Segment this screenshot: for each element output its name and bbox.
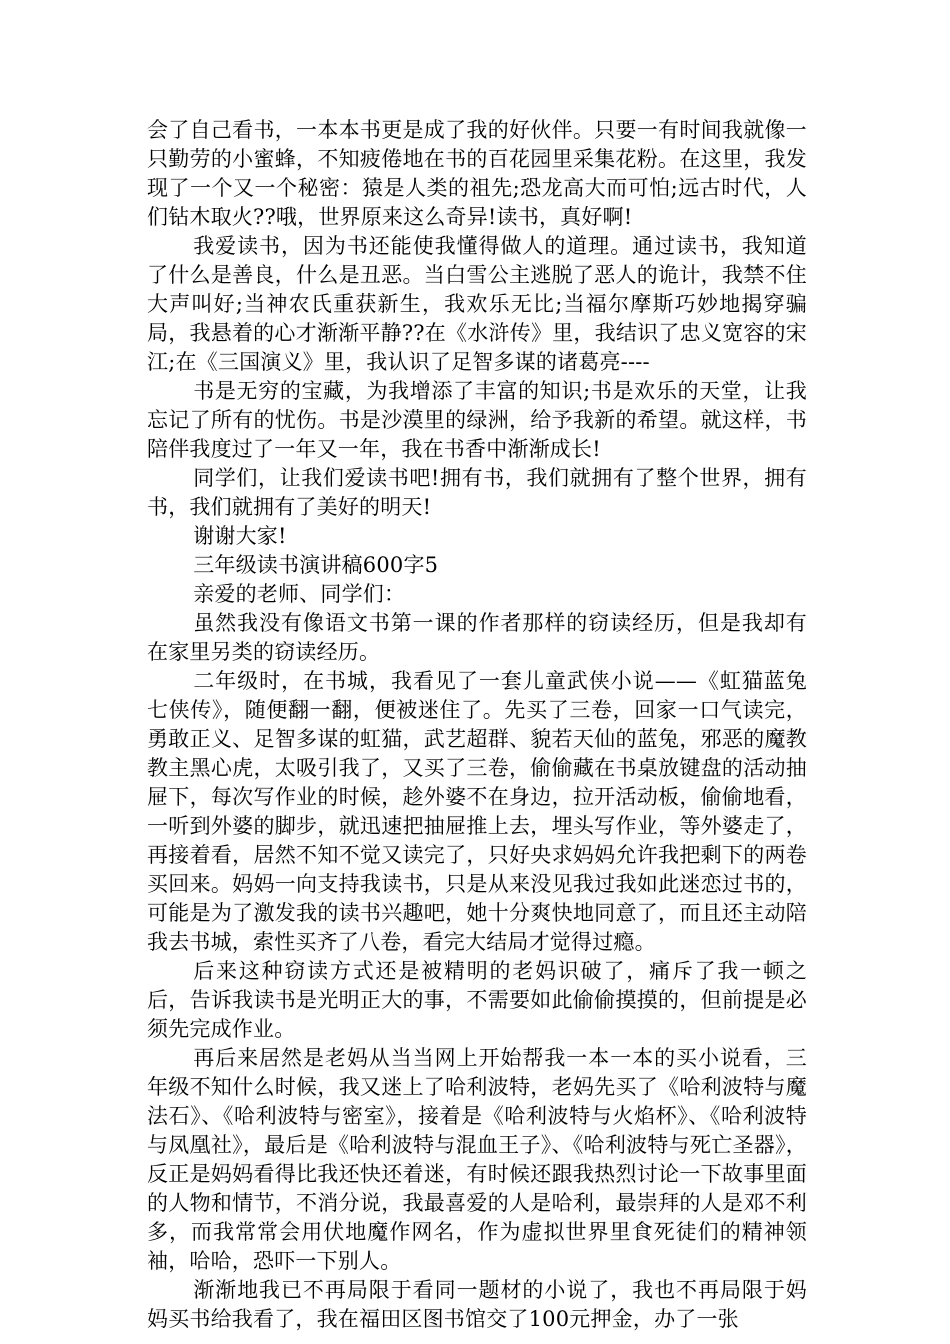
paragraph: 渐渐地我已不再局限于看同一题材的小说了，我也不再局限于妈妈买书给我看了，我在福田区图书馆交了100元押金，办了一张 bbox=[147, 1278, 807, 1331]
salutation: 亲爱的老师、同学们： bbox=[193, 582, 406, 606]
section-heading: 三年级读书演讲稿600字5 bbox=[193, 553, 439, 577]
paragraph: 会了自己看书，一本本书更是成了我的好伙伴。只要一有时间我就像一只勤劳的小蜜蜂，不知疲倦地在书的百花园里采集花粉。在这里，我发现了一个又一个秘密：猿是人类的祖先;恐龙高大而可怕;远古时代，人们钻木取火??哦，世界原来这么奇异!读书，真好啊! bbox=[147, 118, 807, 229]
paragraph: 我爱读书，因为书还能使我懂得做人的道理。通过读书，我知道了什么是善良，什么是丑恶。当白雪公主逃脱了恶人的诡计，我禁不住大声叫好;当神农氏重获新生，我欢乐无比;当福尔摩斯巧妙地揭穿骗局，我悬着的心才渐渐平静??在《水浒传》里，我结识了忠义宽容的宋江;在《三国演义》里，我认识了足智多谋的诸葛亮---- bbox=[147, 234, 807, 374]
paragraph: 书是无穷的宝藏，为我增添了丰富的知识;书是欢乐的天堂，让我忘记了所有的忧伤。书是沙漠里的绿洲，给予我新的希望。就这样，书陪伴我度过了一年又一年，我在书香中渐渐成长! bbox=[147, 379, 807, 461]
paragraph: 同学们，让我们爱读书吧!拥有书，我们就拥有了整个世界，拥有书，我们就拥有了美好的明天! bbox=[147, 466, 807, 519]
closing-line: 谢谢大家! bbox=[193, 524, 287, 548]
paragraph: 虽然我没有像语文书第一课的作者那样的窃读经历，但是我却有在家里另类的窃读经历。 bbox=[147, 611, 807, 664]
paragraph: 二年级时，在书城，我看见了一套儿童武侠小说——《虹猫蓝兔七侠传》，随便翻一翻，便被迷住了。先买了三卷，回家一口气读完，勇敢正义、足智多谋的虹猫，武艺超群、貌若天仙的蓝兔，邪恶的魔教教主黑心虎，太吸引我了，又买了三卷，偷偷藏在书桌放键盘的活动抽屉下，每次写作业的时候，趁外婆不在身边，拉开活动板，偷偷地看，一听到外婆的脚步，就迅速把抽屉推上去，埋头写作业，等外婆走了，再接着看，居然不知不觉又读完了，只好央求妈妈允许我把剩下的两卷买回来。妈妈一向支持我读书，只是从来没见我过我如此迷恋过书的，可能是为了激发我的读书兴趣吧，她十分爽快地同意了，而且还主动陪我去书城，索性买齐了八卷，看完大结局才觉得过瘾。 bbox=[147, 669, 807, 954]
paragraph: 再后来居然是老妈从当当网上开始帮我一本一本的买小说看，三年级不知什么时候，我又迷上了哈利波特，老妈先买了《哈利波特与魔法石》、《哈利波特与密室》，接着是《哈利波特与火焰杯》、《哈利波特与凤凰社》，最后是《哈利波特与混血王子》、《哈利波特与死亡圣器》，反正是妈妈看得比我还快还着迷，有时候还跟我热烈讨论一下故事里面的人物和情节，不消分说，我最喜爱的人是哈利，最崇拜的人是邓不利多，而我常常会用伏地魔作网名，作为虚拟世界里食死徒们的精神领袖，哈哈，恐吓一下别人。 bbox=[147, 1046, 807, 1273]
paragraph: 后来这种窃读方式还是被精明的老妈识破了，痛斥了我一顿之后，告诉我读书是光明正大的事，不需要如此偷偷摸摸的，但前提是必须先完成作业。 bbox=[147, 959, 807, 1041]
document-body bbox=[147, 116, 807, 1334]
